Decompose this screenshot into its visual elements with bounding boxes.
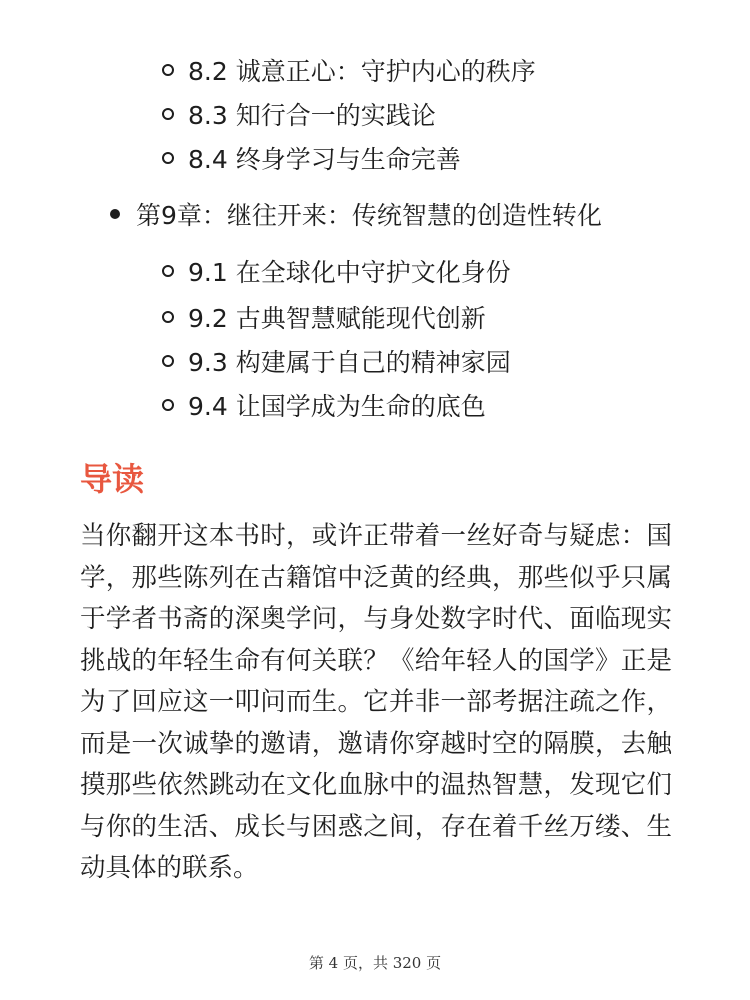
toc-item-8-4[interactable] [162,136,461,180]
toc-chapter-9[interactable] [110,192,602,236]
toc-chapter-label: 第9章：继往开来：传统智慧的创造性转化 [136,201,602,230]
hollow-bullet-icon [162,64,174,76]
hollow-bullet-icon [162,399,174,411]
toc-item-label: 8.4 终身学习与生命完善 [188,145,461,174]
toc-item-9-3[interactable] [162,339,511,383]
hollow-bullet-icon [162,355,174,367]
toc-item-9-2[interactable] [162,295,486,339]
page-indicator: 第 4 页，共 320 页 [308,954,442,972]
hollow-bullet-icon [162,108,174,120]
toc-item-9-4[interactable] [162,383,486,427]
hollow-bullet-icon [162,311,174,323]
intro-heading: 导读 [80,460,145,498]
toc-item-9-1[interactable] [162,249,511,293]
toc-item-label: 9.3 构建属于自己的精神家园 [188,348,511,377]
solid-bullet-icon [110,209,120,219]
hollow-bullet-icon [162,152,174,164]
toc-item-label: 9.4 让国学成为生命的底色 [188,392,486,421]
toc-item-label: 9.1 在全球化中守护文化身份 [188,258,511,287]
toc-item-label: 9.2 古典智慧赋能现代创新 [188,304,486,333]
toc-item-label: 8.2 诚意正心：守护内心的秩序 [188,57,536,86]
hollow-bullet-icon [162,265,174,277]
toc-item-label: 8.3 知行合一的实践论 [188,101,436,130]
toc-item-8-3[interactable] [162,92,436,136]
toc-item-8-2[interactable] [162,48,536,92]
intro-paragraph: 当你翻开这本书时，或许正带着一丝好奇与疑虑：国学，那些陈列在古籍馆中泛黄的经典，那些似乎只属于学者书斋的深奥学问，与身处数字时代、面临现实挑战的年轻生命有何关联？《给年轻人的国学》正是为了回应这一叩问而生。它并非一部考据注疏之作，而是一次诚挚的邀请，邀请你穿越时空的隔膜，去触摸那些依然跳动在文化血脉中的温热智慧，发现它们与你的生活、成长与困惑之间，存在着千丝万缕、生动具体的联系。 [80,521,672,883]
